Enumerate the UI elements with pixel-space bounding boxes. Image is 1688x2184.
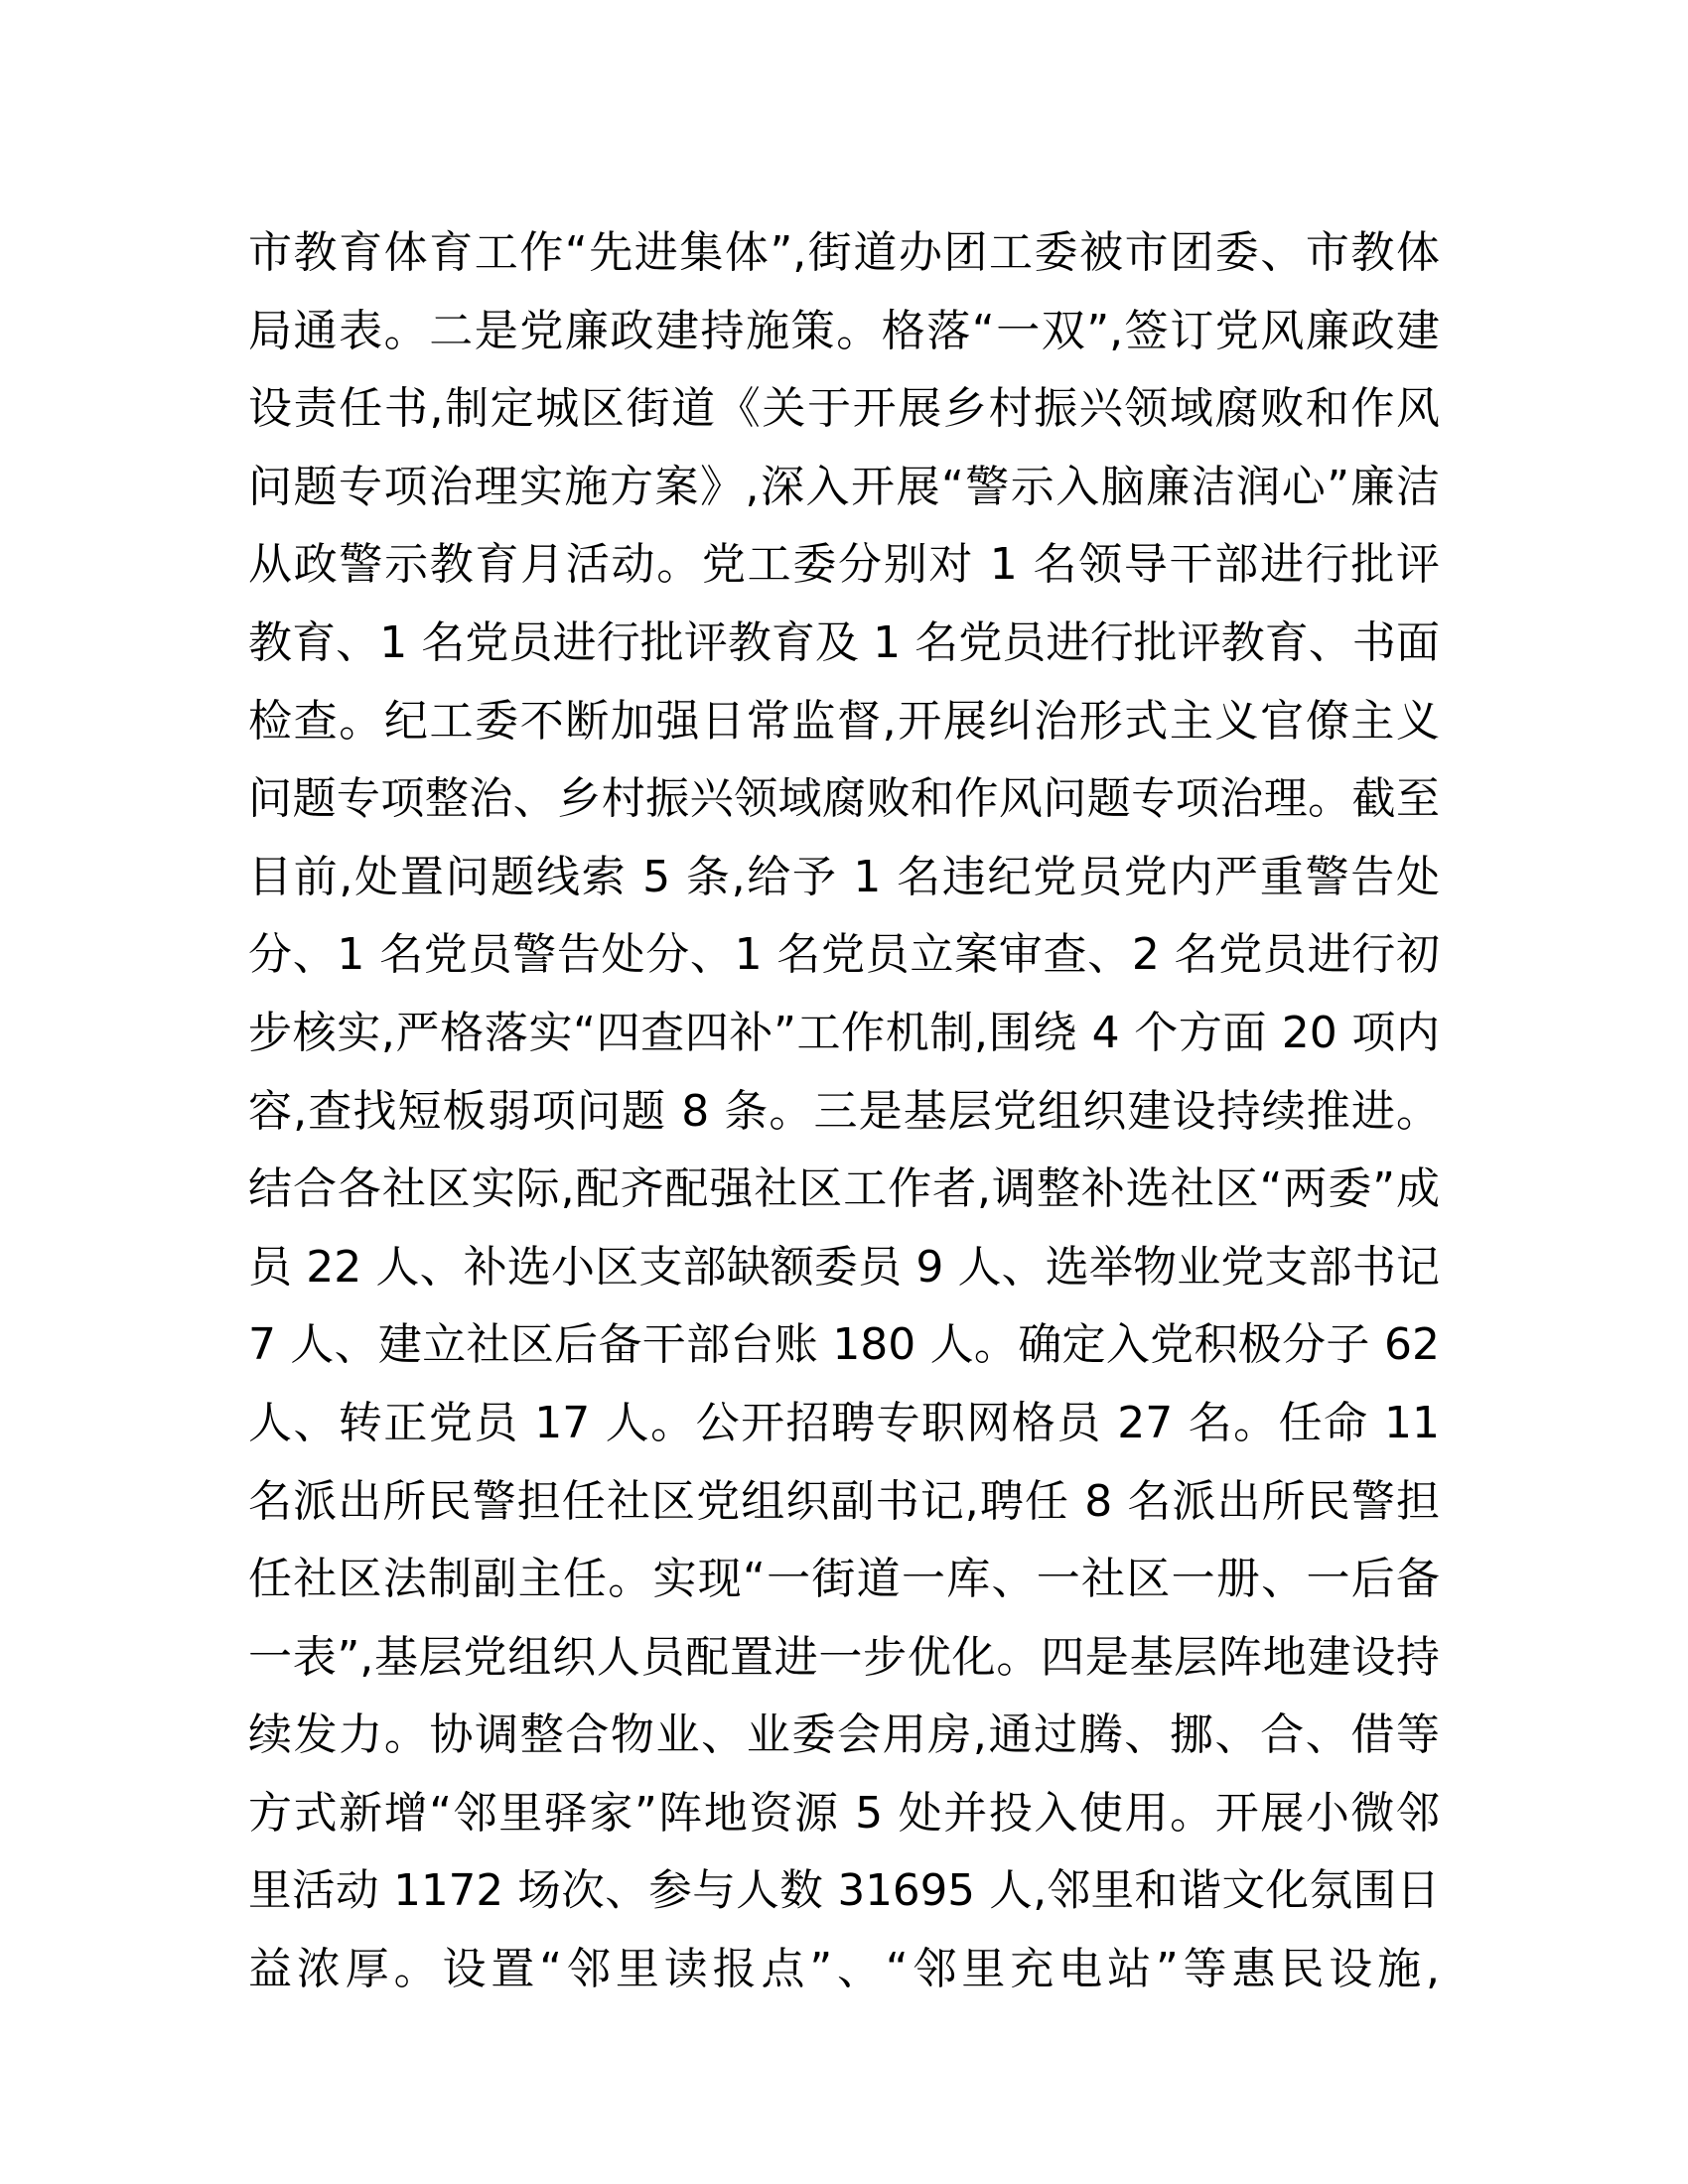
- body-text: [248, 214, 1440, 2009]
- text-line-12: 容,查找短板弱项问题 8 条。三是基层党组织建设持续推进。: [248, 1085, 1440, 1137]
- text-line-2: 局通表。二是党廉政建持施策。格落“一双”,签订党风廉政建: [248, 305, 1440, 356]
- text-line-22: 里活动 1172 场次、参与人数 31695 人,邻里和谐文化氛围日: [248, 1866, 1440, 1917]
- text-line-6: 教育、1 名党员进行批评教育及 1 名党员进行批评教育、书面: [248, 616, 1440, 668]
- text-line-14: 员 22 人、补选小区支部缺额委员 9 人、选举物业党支部书记: [248, 1241, 1440, 1293]
- text-line-10: 分、1 名党员警告处分、1 名党员立案审查、2 名党员进行初: [248, 929, 1440, 981]
- text-line-17: 名派出所民警担任社区党组织副书记,聘任 8 名派出所民警担: [248, 1475, 1440, 1527]
- text-line-4: 问题专项治理实施方案》,深入开展“警示入脑廉洁润心”廉洁: [248, 461, 1440, 512]
- text-line-21: 方式新增“邻里驿家”阵地资源 5 处并投入使用。开展小微邻: [248, 1787, 1440, 1839]
- text-line-15: 7 人、建立社区后备干部台账 180 人。确定入党积极分子 62: [248, 1319, 1440, 1371]
- text-line-1: 市教育体育工作“先进集体”,街道办团工委被市团委、市教体: [248, 227, 1440, 278]
- text-line-16: 人、转正党员 17 人。公开招聘专职网格员 27 名。任命 11: [248, 1397, 1440, 1448]
- text-line-20: 续发力。协调整合物业、业委会用房,通过腾、挪、合、借等: [248, 1709, 1440, 1761]
- text-line-3: 设责任书,制定城区街道《关于开展乡村振兴领域腐败和作风: [248, 383, 1440, 435]
- text-line-8: 问题专项整治、乡村振兴领域腐败和作风问题专项治理。截至: [248, 773, 1440, 825]
- text-line-9: 目前,处置问题线索 5 条,给予 1 名违纪党员党内严重警告处: [248, 851, 1440, 902]
- text-line-5: 从政警示教育月活动。党工委分别对 1 名领导干部进行批评: [248, 539, 1440, 591]
- text-line-19: 一表”,基层党组织人员配置进一步优化。四是基层阵地建设持: [248, 1631, 1440, 1683]
- text-line-7: 检查。纪工委不断加强日常监督,开展纠治形式主义官僚主义: [248, 695, 1440, 747]
- text-line-23: 益浓厚。设置“邻里读报点”、“邻里充电站”等惠民设施,: [248, 1944, 1440, 1995]
- text-line-11: 步核实,严格落实“四查四补”工作机制,围绕 4 个方面 20 项内: [248, 1007, 1440, 1058]
- text-line-13: 结合各社区实际,配齐配强社区工作者,调整补选社区“两委”成: [248, 1163, 1440, 1215]
- text-line-18: 任社区法制副主任。实现“一街道一库、一社区一册、一后备: [248, 1554, 1440, 1605]
